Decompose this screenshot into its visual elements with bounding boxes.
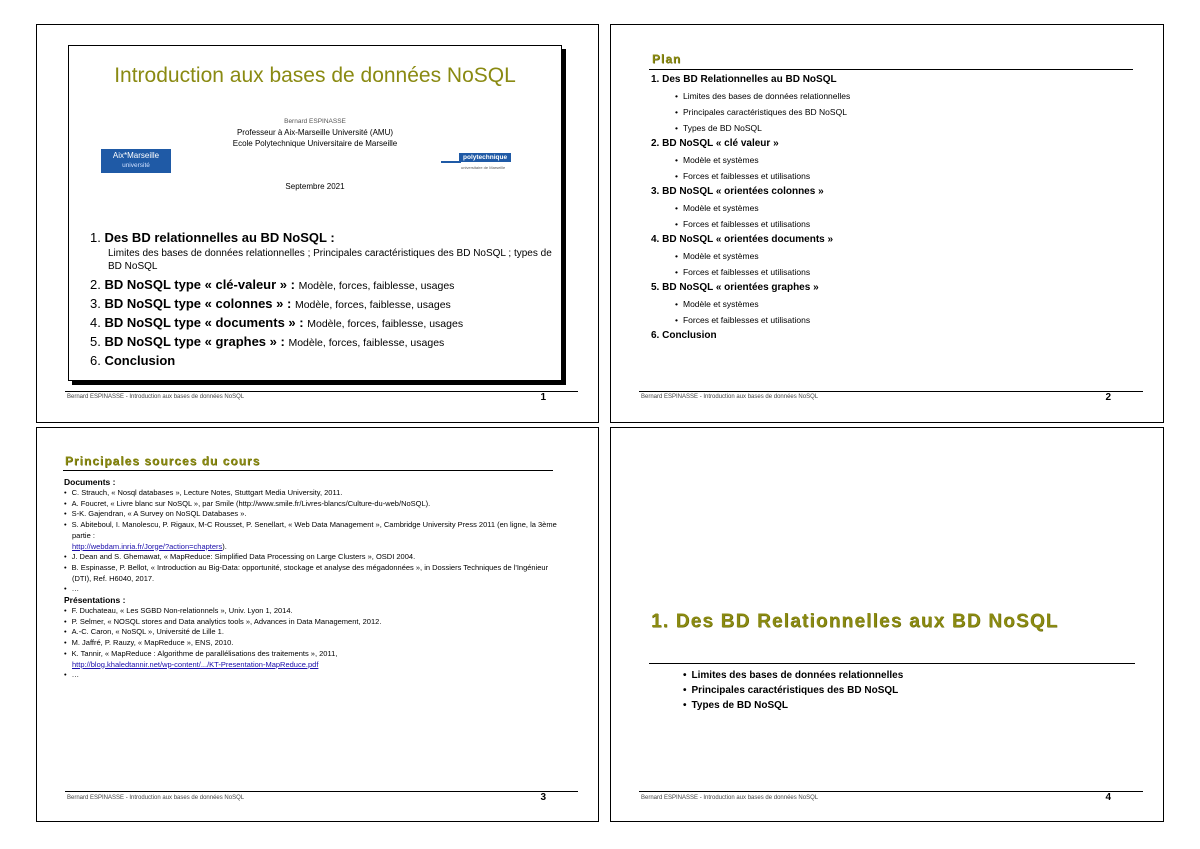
plan-subitem: • Forces et faiblesses et utilisations xyxy=(651,216,1131,232)
page-number: 2 xyxy=(1105,392,1111,403)
footer-text: Bernard ESPINASSE - Introduction aux bases de données NoSQL xyxy=(641,795,819,801)
footer-text: Bernard ESPINASSE - Introduction aux bases de données NoSQL xyxy=(641,394,819,400)
plan-subitem: • Modèle et systèmes xyxy=(651,296,1131,312)
source-item: • F. Duchateau, « Les SGBD Non-relationnels », Univ. Lyon 1, 2014. xyxy=(64,606,564,617)
footer-text: Bernard ESPINASSE - Introduction aux bases de données NoSQL xyxy=(67,394,245,400)
slide-1[interactable] xyxy=(36,24,599,423)
footer-text: Bernard ESPINASSE - Introduction aux bases de données NoSQL xyxy=(67,795,245,801)
footer-rule xyxy=(639,391,1143,392)
source-item: • C. Strauch, « Nosql databases », Lecture Notes, Stuttgart Media University, 2011. xyxy=(64,488,564,499)
bullet-item: • Principales caractéristiques des BD NoSQL xyxy=(683,683,903,698)
title-rule xyxy=(649,69,1133,70)
plan-item: 1. Des BD Relationnelles au BD NoSQL xyxy=(651,74,837,85)
bullet-item: • Types de BD NoSQL xyxy=(683,698,903,713)
page-number: 1 xyxy=(540,392,546,403)
source-link[interactable]: http://blog.khaledtannir.net/wp-content/.../KT-Presentation-MapReduce.pdf xyxy=(72,659,319,669)
plan-subitem: • Types de BD NoSQL xyxy=(651,120,1131,136)
slide-4[interactable] xyxy=(610,427,1164,822)
plan-subitem: • Forces et faiblesses et utilisations xyxy=(651,264,1131,280)
plan-subitem: • Modèle et systèmes xyxy=(651,248,1131,264)
plan-item: 4. BD NoSQL « orientées documents » xyxy=(651,234,834,245)
affiliation-line-1: Professeur à Aix-Marseille Université (AMU) xyxy=(236,128,394,137)
section-title: 1. Des BD Relationnelles aux BD NoSQL xyxy=(651,611,1059,632)
plan-subitem: • Forces et faiblesses et utilisations xyxy=(651,312,1131,328)
source-item: • P. Selmer, « NOSQL stores and Data analytics tools », Advances in Data Management, 2012. xyxy=(64,617,564,628)
outline-item: 1. Des BD relationnelles au BD NoSQL : xyxy=(90,230,335,245)
polytechnique-logo: polytechnique universitaire de Marseille xyxy=(441,151,529,173)
footer-rule xyxy=(65,791,578,792)
slide-title: Plan xyxy=(652,52,682,66)
documents-heading: Documents : xyxy=(64,477,116,487)
source-item: • K. Tannir, « MapReduce : Algorithme de parallélisations des traitements », 2011, http://blog.khaledtannir.net/wp-content/.../KT-Presentation-MapReduce.pdf xyxy=(64,649,564,670)
section-bullets xyxy=(683,668,903,713)
source-item: • M. Jaffré, P. Rauzy, « MapReduce », ENS, 2010. xyxy=(64,638,564,649)
title-box xyxy=(68,45,562,381)
source-item: • … xyxy=(64,584,564,595)
plan-item: 3. BD NoSQL « orientées colonnes » xyxy=(651,186,824,197)
affiliation-line-2: Ecole Polytechnique Universitaire de Marseille xyxy=(232,139,398,148)
source-item: • A.-C. Caron, « NoSQL », Université de Lille 1. xyxy=(64,627,564,638)
amu-logo: Aix*Marseille université xyxy=(101,149,171,173)
page-number: 4 xyxy=(1105,792,1111,803)
slide-2[interactable] xyxy=(610,24,1164,423)
sources-list xyxy=(64,477,564,681)
title-rule xyxy=(63,470,553,471)
source-item: • S. Abiteboul, I. Manolescu, P. Rigaux, M-C Rousset, P. Senellart, « Web Data Management », Cambridge University Press 2011 (en ligne, la 3ème partie : http://webdam.inria.fr/Jorge/?action=chapters). xyxy=(64,520,564,552)
footer-rule xyxy=(65,391,578,392)
outline-item: 2. BD NoSQL type « clé-valeur » : Modèle, forces, faiblesse, usages xyxy=(90,277,455,292)
outline-item: 6. Conclusion xyxy=(90,353,176,368)
title-rule xyxy=(649,663,1135,664)
slide-title: Principales sources du cours xyxy=(65,454,261,468)
source-item: • … xyxy=(64,670,564,681)
outline-item: 3. BD NoSQL type « colonnes » : Modèle, forces, faiblesse, usages xyxy=(90,296,451,311)
plan-item: 5. BD NoSQL « orientées graphes » xyxy=(651,282,819,293)
plan-subitem: • Principales caractéristiques des BD NoSQL xyxy=(651,104,1131,120)
outline-subtext: Limites des bases de données relationnelles ; Principales caractéristiques des BD NoSQL ; types de BD NoSQL xyxy=(108,248,552,272)
plan-subitem: • Limites des bases de données relationnelles xyxy=(651,88,1131,104)
source-item: • J. Dean and S. Ghemawat, « MapReduce: Simplified Data Processing on Large Clusters », OSDI 2004. xyxy=(64,552,564,563)
author-name: Bernard ESPINASSE xyxy=(284,118,346,125)
source-item: • B. Espinasse, P. Bellot, « Introduction au Big-Data: opportunité, stockage et analyse des mégadonnées », in Dossiers Techniques de l'Ingénieur (DTI), Ref. H6040, 2017. xyxy=(64,563,564,584)
page-number: 3 xyxy=(540,792,546,803)
plan-item: 6. Conclusion xyxy=(651,330,717,341)
outline-item: 4. BD NoSQL type « documents » : Modèle, forces, faiblesse, usages xyxy=(90,315,464,330)
plan-subitem: • Modèle et systèmes xyxy=(651,200,1131,216)
source-item: • S-K. Gajendran, « A Survey on NoSQL Databases ». xyxy=(64,509,564,520)
plan-item: 2. BD NoSQL « clé valeur » xyxy=(651,138,779,149)
source-link[interactable]: http://webdam.inria.fr/Jorge/?action=chapters xyxy=(72,541,223,551)
plan-subitem: • Forces et faiblesses et utilisations xyxy=(651,168,1131,184)
outline-item: 5. BD NoSQL type « graphes » : Modèle, forces, faiblesse, usages xyxy=(90,334,445,349)
presentations-heading: Présentations : xyxy=(64,595,126,606)
source-item: • A. Foucret, « Livre blanc sur NoSQL », par Smile (http://www.smile.fr/Livres-blancs/Culture-du-web/NoSQL). xyxy=(64,499,564,510)
presentation-date: Septembre 2021 xyxy=(285,182,345,191)
course-outline xyxy=(90,229,560,370)
plan-list xyxy=(651,72,1131,344)
slide-3[interactable] xyxy=(36,427,599,822)
footer-rule xyxy=(639,791,1143,792)
bullet-item: • Limites des bases de données relationnelles xyxy=(683,668,903,683)
presentation-title: Introduction aux bases de données NoSQL xyxy=(114,64,516,87)
plan-subitem: • Modèle et systèmes xyxy=(651,152,1131,168)
